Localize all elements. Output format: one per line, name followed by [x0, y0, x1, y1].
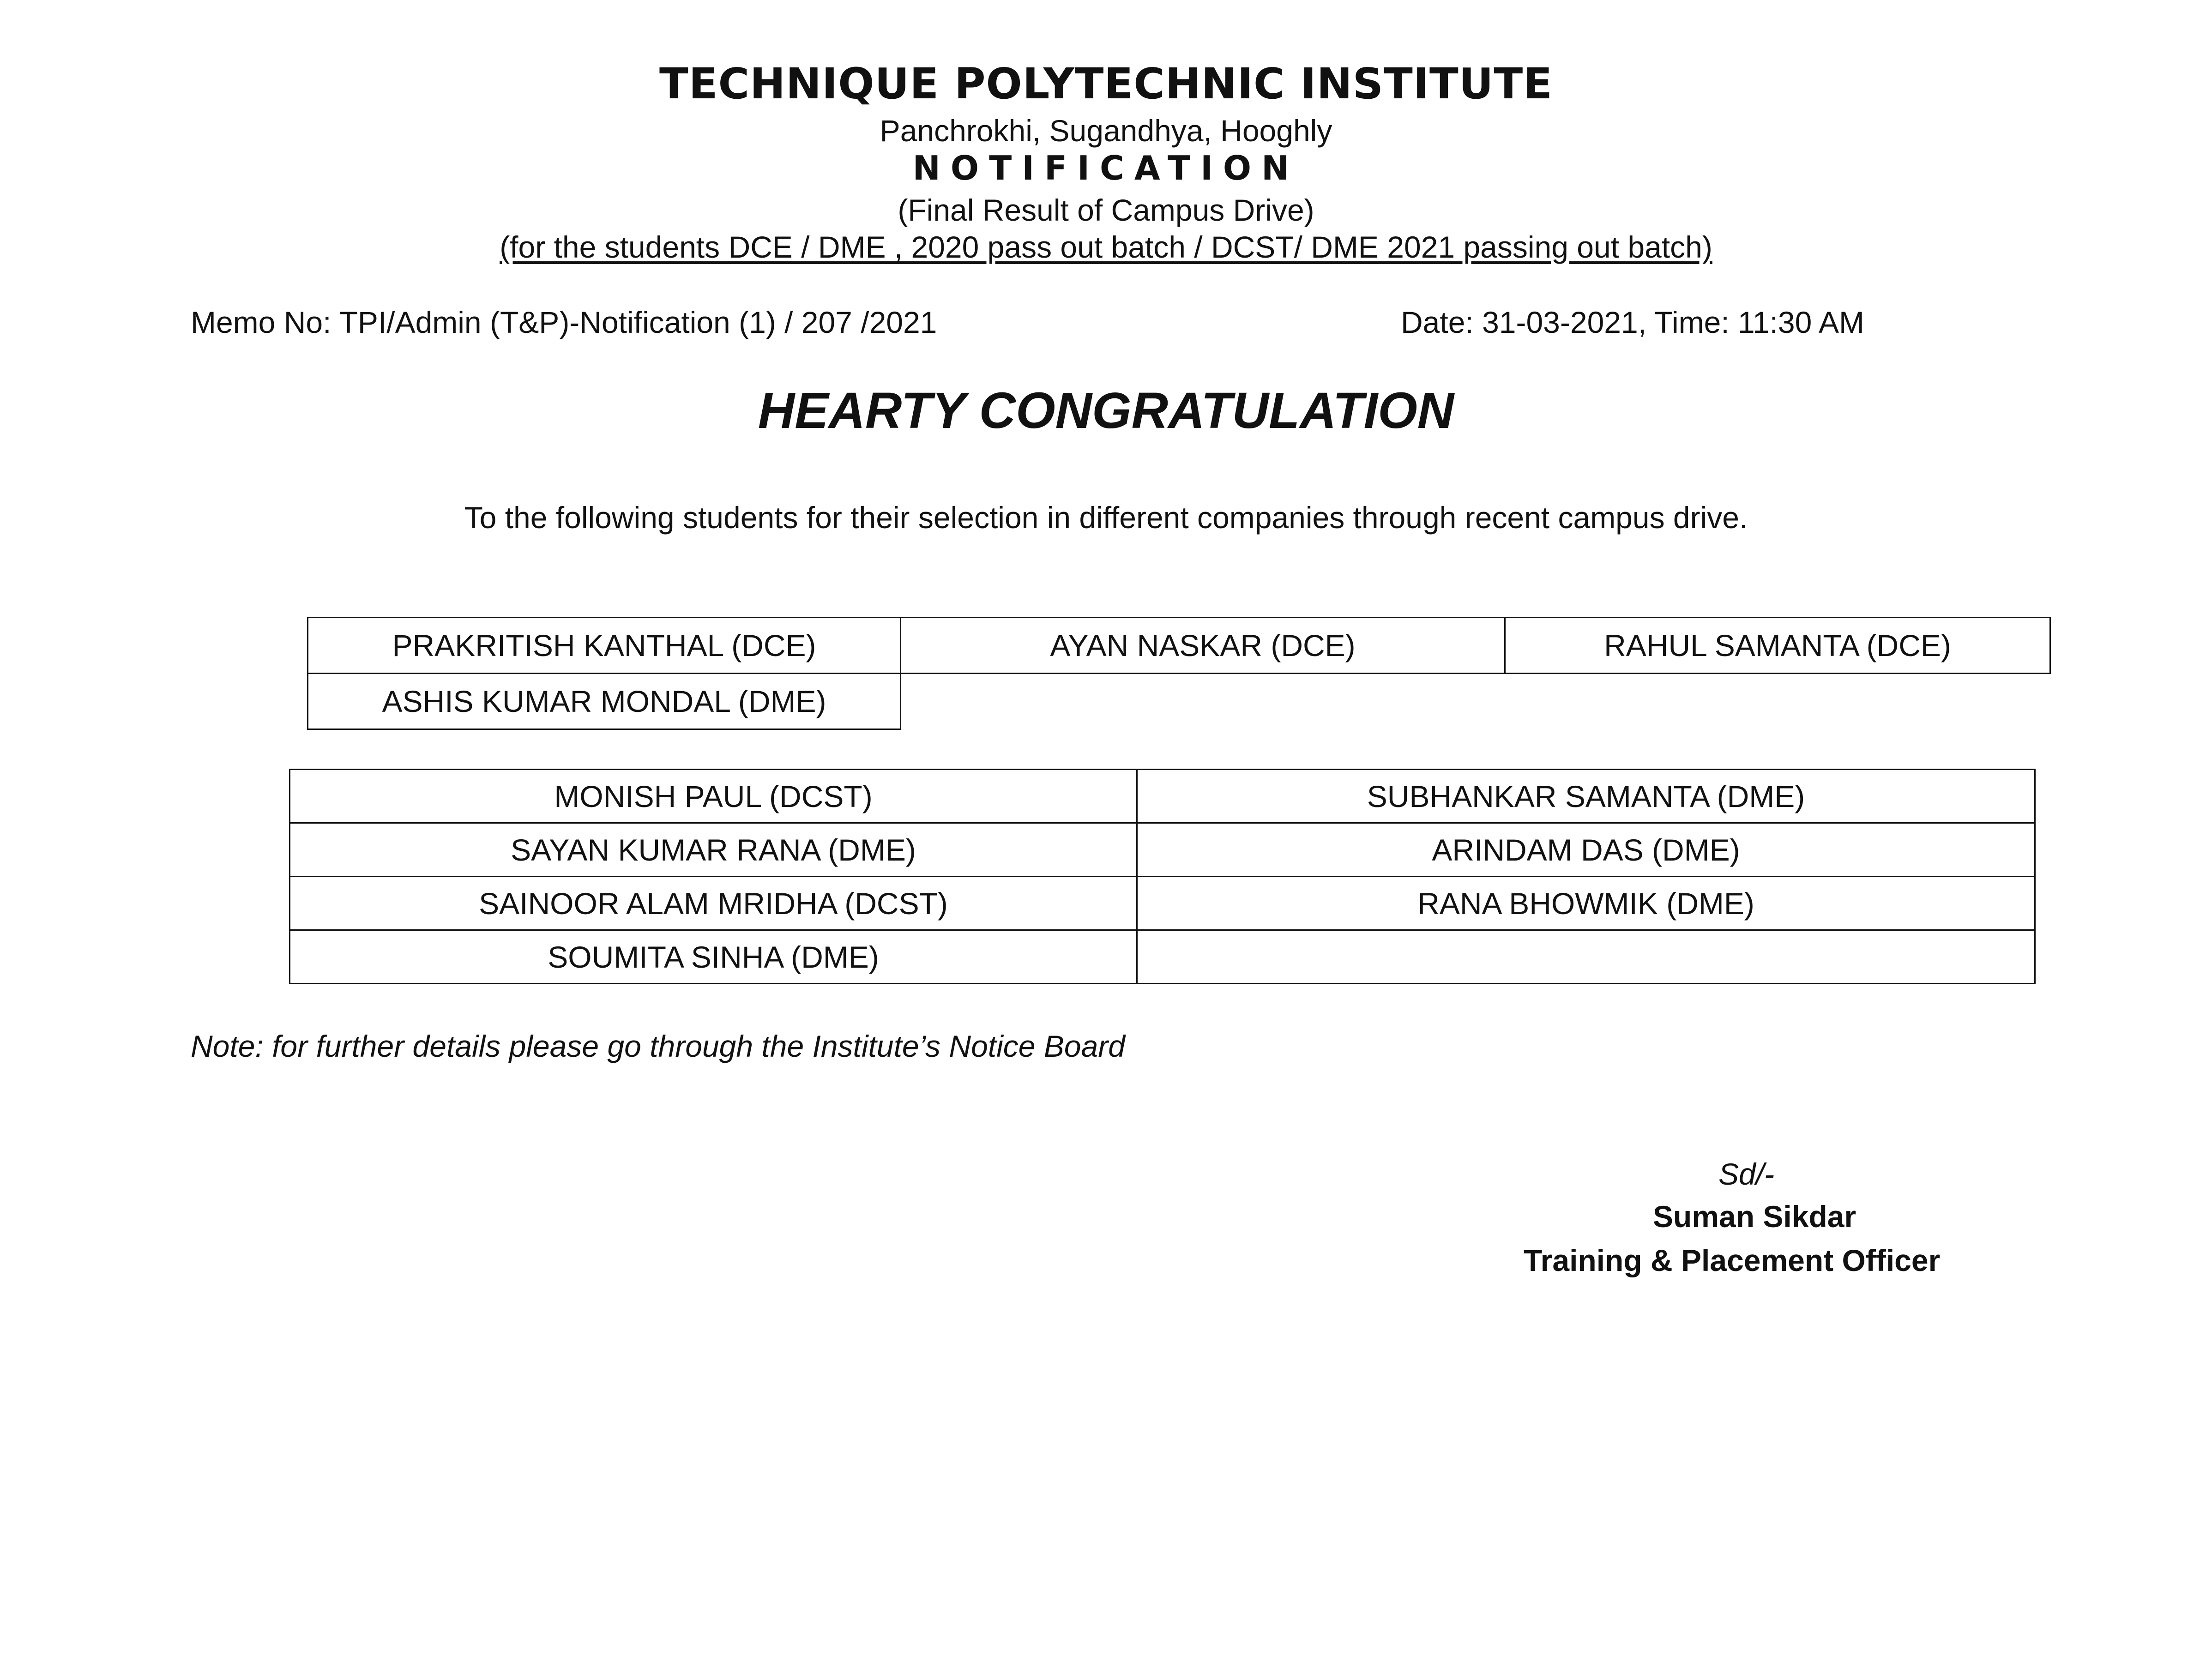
student-cell: MONISH PAUL (DCST)	[290, 770, 1137, 823]
table-row	[308, 618, 2050, 674]
signer-title: Training & Placement Officer	[1524, 1243, 1941, 1277]
table-row	[290, 770, 2035, 823]
institute-name: TECHNIQUE POLYTECHNIC INSTITUTE	[659, 59, 1553, 108]
empty-cell	[901, 674, 1505, 729]
intro-text: To the following students for their selection in different companies through recent campus drive.	[464, 500, 1748, 535]
memo-number: Memo No: TPI/Admin (T&P)-Notification (1) / 207 /2021	[191, 305, 937, 339]
student-cell: PRAKRITISH KANTHAL (DCE)	[308, 618, 901, 674]
notification-title: NOTIFICATION	[912, 149, 1300, 187]
memo-date-time: Date: 31-03-2021, Time: 11:30 AM	[1401, 305, 1865, 339]
table-row	[290, 930, 2035, 984]
signature-mark: Sd/-	[1718, 1157, 1775, 1191]
student-cell: ARINDAM DAS (DME)	[1137, 823, 2035, 877]
student-cell: AYAN NASKAR (DCE)	[901, 618, 1505, 674]
selected-students-table-1	[307, 617, 2051, 730]
signer-name: Suman Sikdar	[1653, 1199, 1856, 1234]
student-cell: SOUMITA SINHA (DME)	[290, 930, 1137, 984]
table-row	[290, 823, 2035, 877]
institute-address: Panchrokhi, Sugandhya, Hooghly	[880, 114, 1332, 148]
student-cell: SAYAN KUMAR RANA (DME)	[290, 823, 1137, 877]
congratulation-heading: HEARTY CONGRATULATION	[758, 382, 1454, 439]
student-cell	[1137, 930, 2035, 984]
student-cell: RANA BHOWMIK (DME)	[1137, 877, 2035, 930]
student-cell: SUBHANKAR SAMANTA (DME)	[1137, 770, 2035, 823]
student-cell: RAHUL SAMANTA (DCE)	[1505, 618, 2050, 674]
note-text: Note: for further details please go through the Institute’s Notice Board	[191, 1029, 1125, 1063]
selected-students-table-2	[289, 769, 2036, 984]
notification-subtitle: (Final Result of Campus Drive)	[898, 193, 1314, 227]
empty-cell	[1505, 674, 2050, 729]
student-cell: SAINOOR ALAM MRIDHA (DCST)	[290, 877, 1137, 930]
student-cell: ASHIS KUMAR MONDAL (DME)	[308, 674, 901, 729]
table-row	[308, 674, 2050, 729]
table-row	[290, 877, 2035, 930]
batch-line: (for the students DCE / DME , 2020 pass out batch / DCST/ DME 2021 passing out batch)	[500, 230, 1712, 264]
